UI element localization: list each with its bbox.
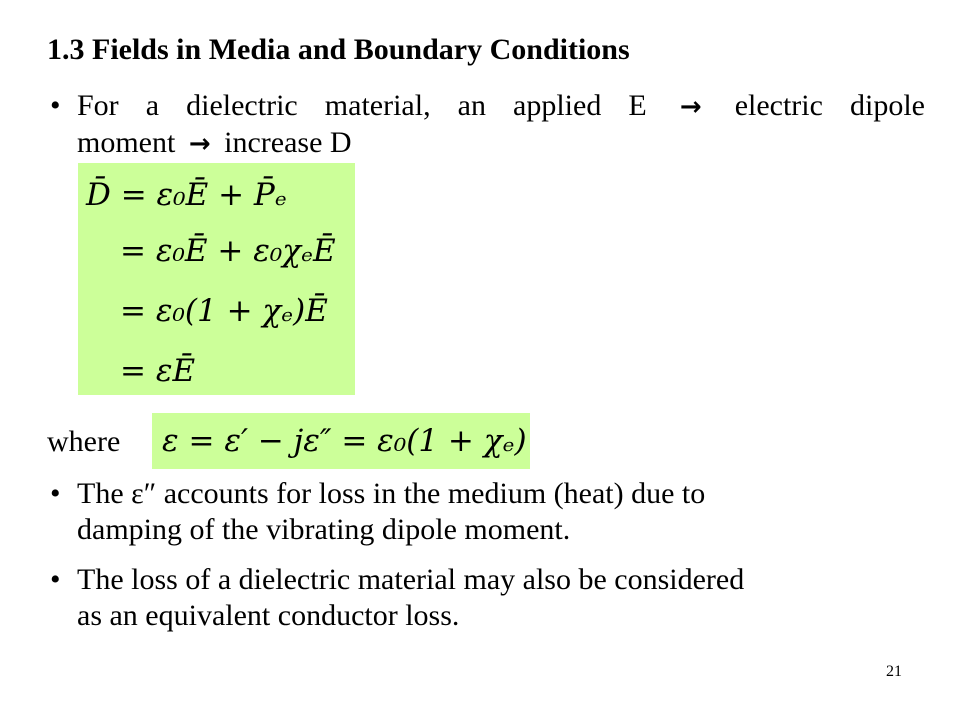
- equation-line: ε = ε′ − jε″ = ε₀(1 + χₑ): [162, 423, 527, 459]
- equation-line: = ε₀(1 + χₑ)Ē: [120, 293, 328, 329]
- bullet-line: damping of the vibrating dipole moment.: [77, 513, 571, 546]
- bullet-line: The ε″ accounts for loss in the medium (heat) due to: [77, 477, 706, 510]
- bullet-icon: •: [50, 563, 61, 596]
- displacement-field-equation-box: [78, 163, 355, 395]
- bullet-text: [77, 476, 937, 548]
- bullet-icon: •: [50, 477, 61, 510]
- permittivity-equation-box: [152, 413, 530, 469]
- bullet-segment: moment: [77, 126, 176, 159]
- bullet-line: [77, 125, 925, 162]
- equation-line: D̄ = ε₀Ē + P̄ₑ: [86, 177, 287, 213]
- bullet-icon: •: [50, 89, 61, 122]
- bullet-line: as an equivalent conductor loss.: [77, 599, 460, 632]
- bullet-text: [77, 88, 925, 162]
- right-arrow-icon: →: [679, 92, 702, 122]
- bullet-line: [77, 88, 925, 125]
- page-number: 21: [886, 663, 902, 680]
- bullet-segment: increase D: [224, 126, 352, 159]
- bullet-segment: For a dielectric material, an applied E: [77, 89, 647, 122]
- bullet-text: [77, 562, 937, 634]
- right-arrow-icon: →: [188, 129, 211, 159]
- slide-title: 1.3 Fields in Media and Boundary Conditions: [47, 33, 630, 66]
- equation-line: = ε₀Ē + ε₀χₑĒ: [120, 233, 336, 269]
- bullet-line: The loss of a dielectric material may also be considered: [77, 563, 745, 596]
- bullet-segment: electric dipole: [734, 89, 926, 122]
- equation-line: = εĒ: [120, 353, 196, 389]
- where-label: where: [47, 425, 121, 458]
